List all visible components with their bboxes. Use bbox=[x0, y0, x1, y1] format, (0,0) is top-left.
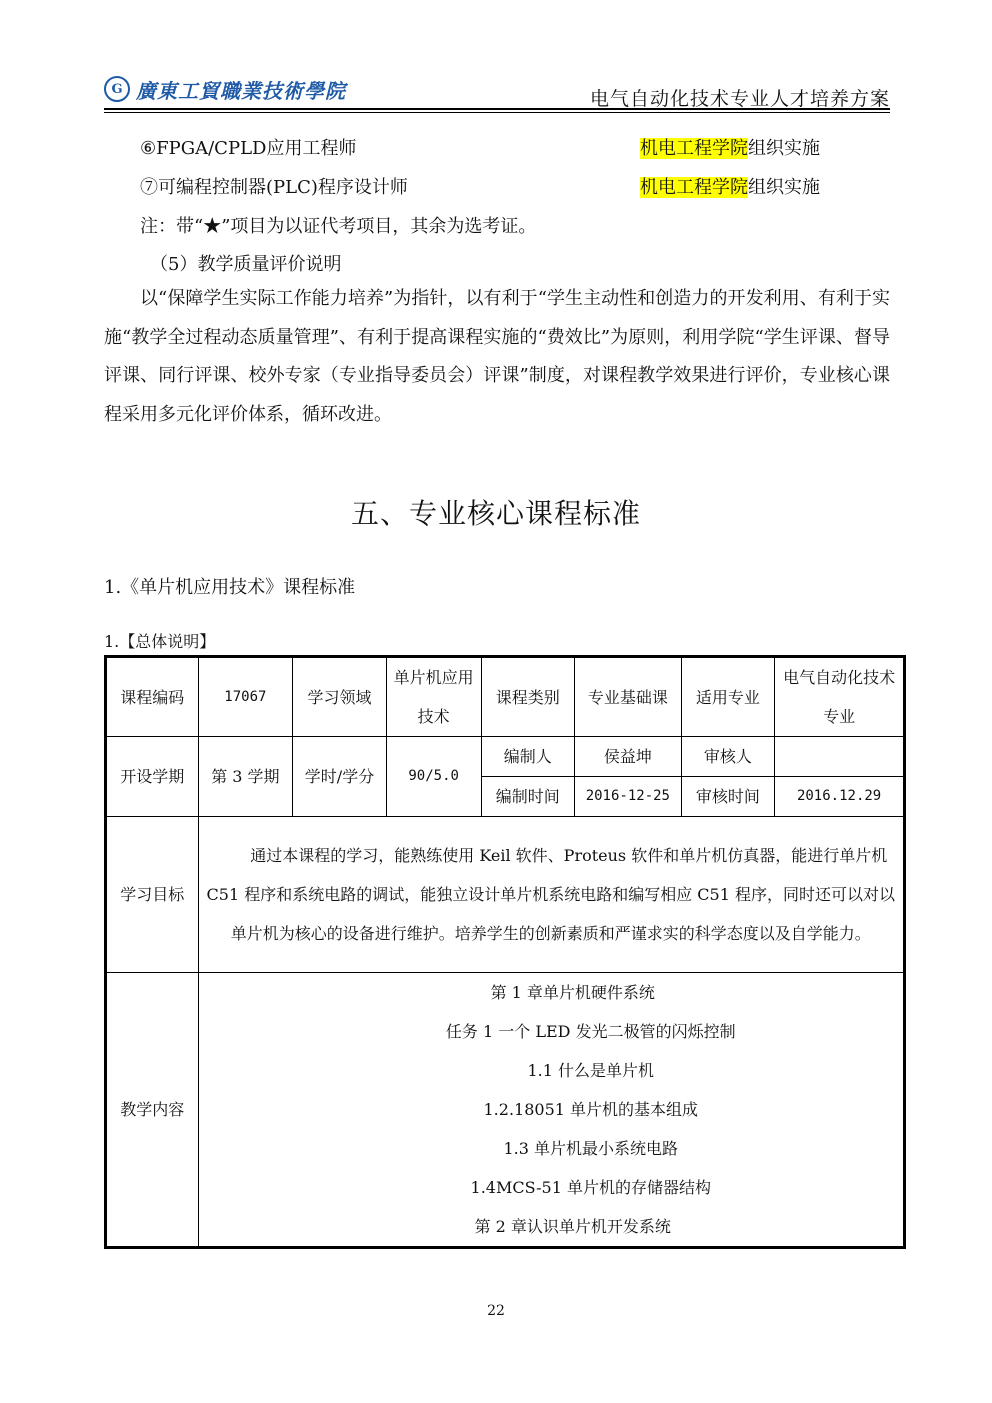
hours-label: 学时/学分 bbox=[293, 737, 387, 817]
evaluation-paragraph: 以“保障学生实际工作能力培养”为指针，以有利于“学生主动性和创造力的开发利用、有利于实施“教学全过程动态质量管理”、有利于提高课程实施的“费效比”为原则，利用学院“学生评课、督导评课、同行评课、校外专家（专业指导委员会）评课”制度，对课程教学效果进行评价，专业核心课程采用多元化评价体系，循环改进。 bbox=[104, 288, 890, 425]
review-date-label: 审核时间 bbox=[681, 777, 775, 817]
page-header bbox=[104, 66, 890, 110]
content-line: 1.1 什么是单片机 bbox=[527, 1061, 655, 1080]
highlight-org: 机电工程学院 bbox=[640, 138, 748, 159]
section-title: 五、专业核心课程标准 bbox=[350, 497, 641, 530]
course-title: 1.《单片机应用技术》课程标准 bbox=[104, 577, 356, 598]
reviewer-value bbox=[775, 737, 905, 777]
page-number: 22 bbox=[487, 1303, 505, 1319]
term-label: 开设学期 bbox=[106, 737, 199, 817]
logo-icon: G bbox=[104, 76, 130, 102]
date-value: 2016-12-25 bbox=[575, 777, 682, 817]
cert-name: ⑥FPGA/CPLD应用工程师 bbox=[140, 138, 357, 159]
content-line: 第 1 章单片机硬件系统 bbox=[490, 983, 655, 1002]
cert-line-6 bbox=[140, 134, 356, 160]
content-cell bbox=[198, 973, 904, 1248]
content-line: 1.4MCS-51 单片机的存储器结构 bbox=[470, 1178, 711, 1197]
subheading-5: （5）教学质量评价说明 bbox=[150, 254, 342, 275]
type-label: 课程类别 bbox=[481, 657, 575, 737]
author-label: 编制人 bbox=[481, 737, 575, 777]
logo-text: 廣東工貿職業技術學院 bbox=[136, 78, 346, 103]
content-line: 第 2 章认识单片机开发系统 bbox=[474, 1217, 671, 1236]
major-value: 电气自动化技术专业 bbox=[775, 657, 905, 737]
content-line: 1.2.18051 单片机的基本组成 bbox=[483, 1100, 699, 1119]
author-value: 侯益坤 bbox=[575, 737, 682, 777]
cert-line-7 bbox=[140, 173, 408, 199]
content-line: 1.3 单片机最小系统电路 bbox=[503, 1139, 679, 1158]
cert-org-6 bbox=[640, 134, 820, 160]
note-line: 注：带“★”项目为以证代考项目，其余为选考证。 bbox=[140, 216, 537, 237]
field-label: 学习领域 bbox=[293, 657, 387, 737]
cert-org-7 bbox=[640, 173, 820, 199]
reviewer-label: 审核人 bbox=[681, 737, 775, 777]
org-tail: 组织实施 bbox=[748, 177, 820, 198]
course-code: 17067 bbox=[198, 657, 293, 737]
code-label: 课程编码 bbox=[106, 657, 199, 737]
goal-text: 通过本课程的学习，能熟练使用 Keil 软件、Proteus 软件和单片机仿真器，能进行单片机 C51 程序和系统电路的调试，能独立设计单片机系统电路和编写相应 C51 程序，同时还可以对以单片机为核心的设备进行维护。培养学生的创新素质和严谨求实的科学态度以及自学能力。 bbox=[198, 817, 904, 973]
header-title: 电气自动化技术专业人才培养方案 bbox=[589, 88, 890, 110]
course-table bbox=[104, 655, 906, 1249]
org-tail: 组织实施 bbox=[748, 138, 820, 159]
content-line: 任务 1 一个 LED 发光二极管的闪烁控制 bbox=[445, 1022, 736, 1041]
school-logo bbox=[104, 72, 346, 106]
table-row bbox=[106, 657, 905, 737]
type-value: 专业基础课 bbox=[575, 657, 682, 737]
field-value: 单片机应用技术 bbox=[386, 657, 481, 737]
term-value: 第 3 学期 bbox=[198, 737, 293, 817]
table-row bbox=[106, 973, 905, 1248]
highlight-org: 机电工程学院 bbox=[640, 177, 748, 198]
overview-label: 1.【总体说明】 bbox=[104, 632, 216, 651]
table-row bbox=[106, 817, 905, 973]
major-label: 适用专业 bbox=[681, 657, 775, 737]
date-label: 编制时间 bbox=[481, 777, 575, 817]
goal-label: 学习目标 bbox=[106, 817, 199, 973]
hours-value: 90/5.0 bbox=[386, 737, 481, 817]
header-rule-thin bbox=[104, 112, 890, 113]
content-label: 教学内容 bbox=[106, 973, 199, 1248]
review-date-value: 2016.12.29 bbox=[775, 777, 905, 817]
header-rule bbox=[104, 108, 890, 110]
cert-name: ⑦可编程控制器(PLC)程序设计师 bbox=[140, 177, 408, 198]
table-row bbox=[106, 737, 905, 777]
